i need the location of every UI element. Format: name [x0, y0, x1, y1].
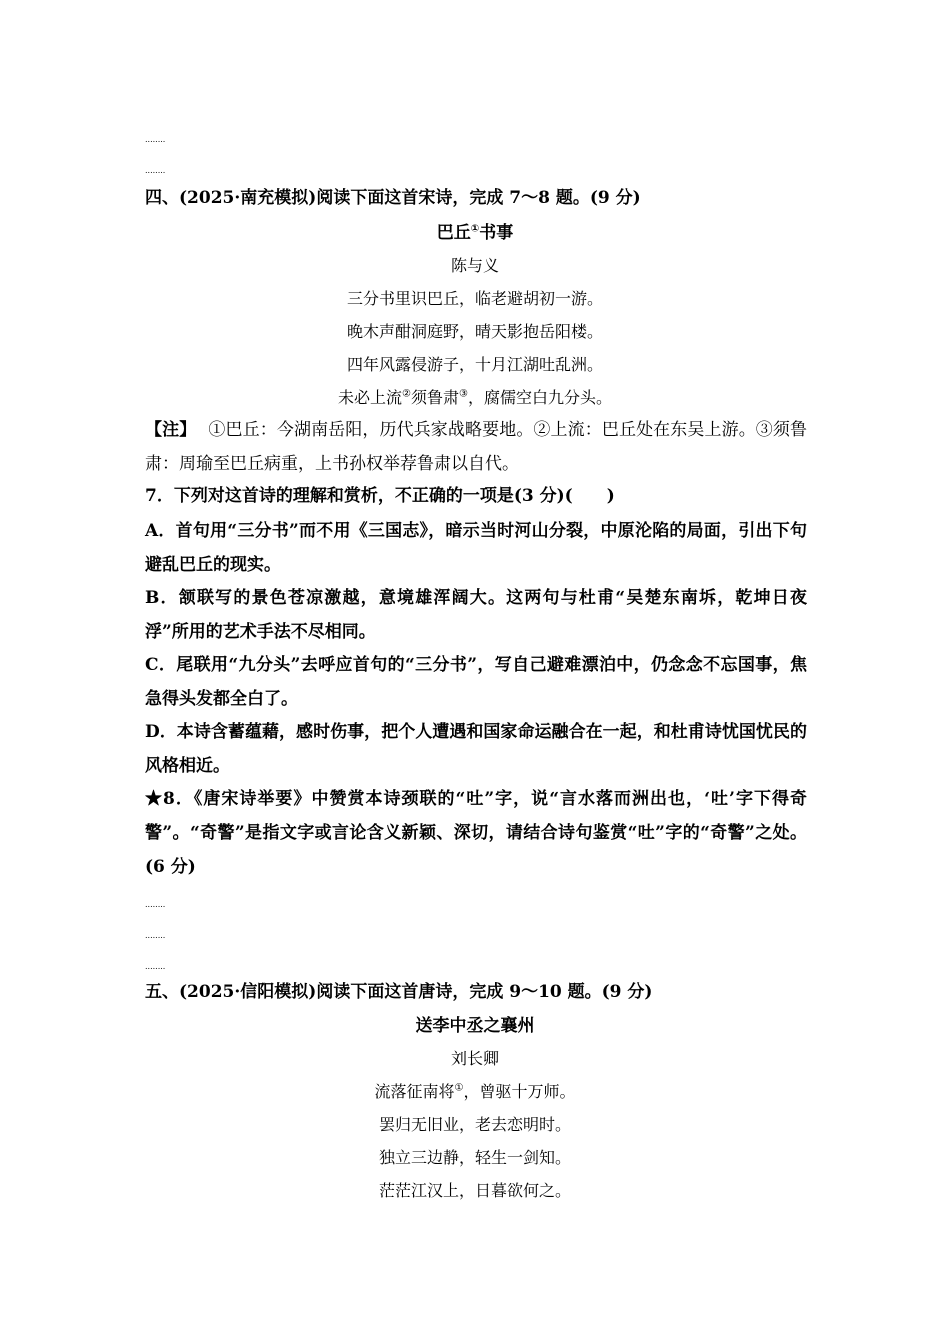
- poem-title-tail: 书事: [479, 223, 514, 243]
- answer-line: ........: [145, 166, 166, 175]
- answer-line: ........: [145, 931, 166, 940]
- answer-line: ........: [145, 135, 166, 144]
- poem-line: 罢归无旧业，老去恋明时。: [378, 1115, 571, 1134]
- answer-line: ........: [145, 900, 166, 909]
- footnote-marker: ③: [459, 388, 468, 400]
- poem-line: 茫茫江汉上，日暮欲何之。: [378, 1181, 571, 1200]
- section-four-heading: 四、(2025·南充模拟)阅读下面这首宋诗，完成 7～8 题。(9 分): [145, 188, 641, 208]
- poem-author: 刘长卿: [450, 1049, 499, 1068]
- poem-line-part: 未必上流: [338, 388, 403, 407]
- poem-title: 送李中丞之襄州: [415, 1016, 535, 1036]
- poem-line-part: 流落征南将: [374, 1082, 455, 1101]
- option-c: C．尾联用“九分头”去呼应首句的“三分书”，写自己避难漂泊中，仍念念不忘国事，焦急得头发都全白了。: [145, 655, 807, 709]
- poem-title-text: 巴丘: [436, 223, 471, 243]
- note-label: 【注】: [145, 420, 197, 440]
- note-text: ①巴丘：今湖南岳阳，历代兵家战略要地。②上流：巴丘处在东吴上游。③须鲁肃：周瑜至巴丘病重，上书孙权举荐鲁肃以自代。: [145, 420, 808, 474]
- footnote-marker: ①: [454, 1082, 464, 1094]
- poem-notes: [145, 413, 807, 481]
- question-8: ★8．《唐宋诗举要》中赞赏本诗颈联的“吐”字，说“言水落而洲出也，‘吐’字下得奇警”。“奇警”是指文字或言论含义新颖、深切，请结合诗句鉴赏“吐”字的“奇警”之处。(6 分): [145, 789, 807, 877]
- poem-line: [0, 1080, 950, 1104]
- footnote-marker: ②: [402, 388, 411, 400]
- poem-line: 晚木声酣洞庭野，晴天影抱岳阳楼。: [346, 322, 603, 341]
- poem-title: [0, 221, 950, 245]
- poem-author: 陈与义: [450, 256, 499, 275]
- poem-line: 独立三边静，轻生一剑知。: [378, 1148, 571, 1167]
- section-five-heading: 五、(2025·信阳模拟)阅读下面这首唐诗，完成 9～10 题。(9 分): [145, 982, 653, 1002]
- answer-line: ........: [145, 962, 166, 971]
- footnote-marker: ①: [470, 223, 480, 235]
- option-b: B．颔联写的景色苍凉激越，意境雄浑阔大。这两句与杜甫“吴楚东南坼，乾坤日夜浮”所用的艺术手法不尽相同。: [145, 588, 807, 642]
- poem-line-part: ，曾驱十万师。: [463, 1082, 576, 1101]
- poem-line: 三分书里识巴丘，临老避胡初一游。: [346, 289, 603, 308]
- poem-line: [0, 386, 950, 410]
- option-d: D．本诗含蓄蕴藉，感时伤事，把个人遭遇和国家命运融合在一起，和杜甫诗忧国忧民的风格相近。: [145, 722, 807, 776]
- poem-line-part: ，腐儒空白九分头。: [467, 388, 612, 407]
- poem-line: 四年风露侵游子，十月江湖吐乱洲。: [346, 355, 603, 374]
- question-7: 7．下列对这首诗的理解和赏析，不正确的一项是(3 分)( ): [145, 486, 615, 506]
- option-a: A．首句用“三分书”而不用《三国志》，暗示当时河山分裂，中原沦陷的局面，引出下句避乱巴丘的现实。: [145, 521, 807, 575]
- poem-line-part: 须鲁肃: [410, 388, 459, 407]
